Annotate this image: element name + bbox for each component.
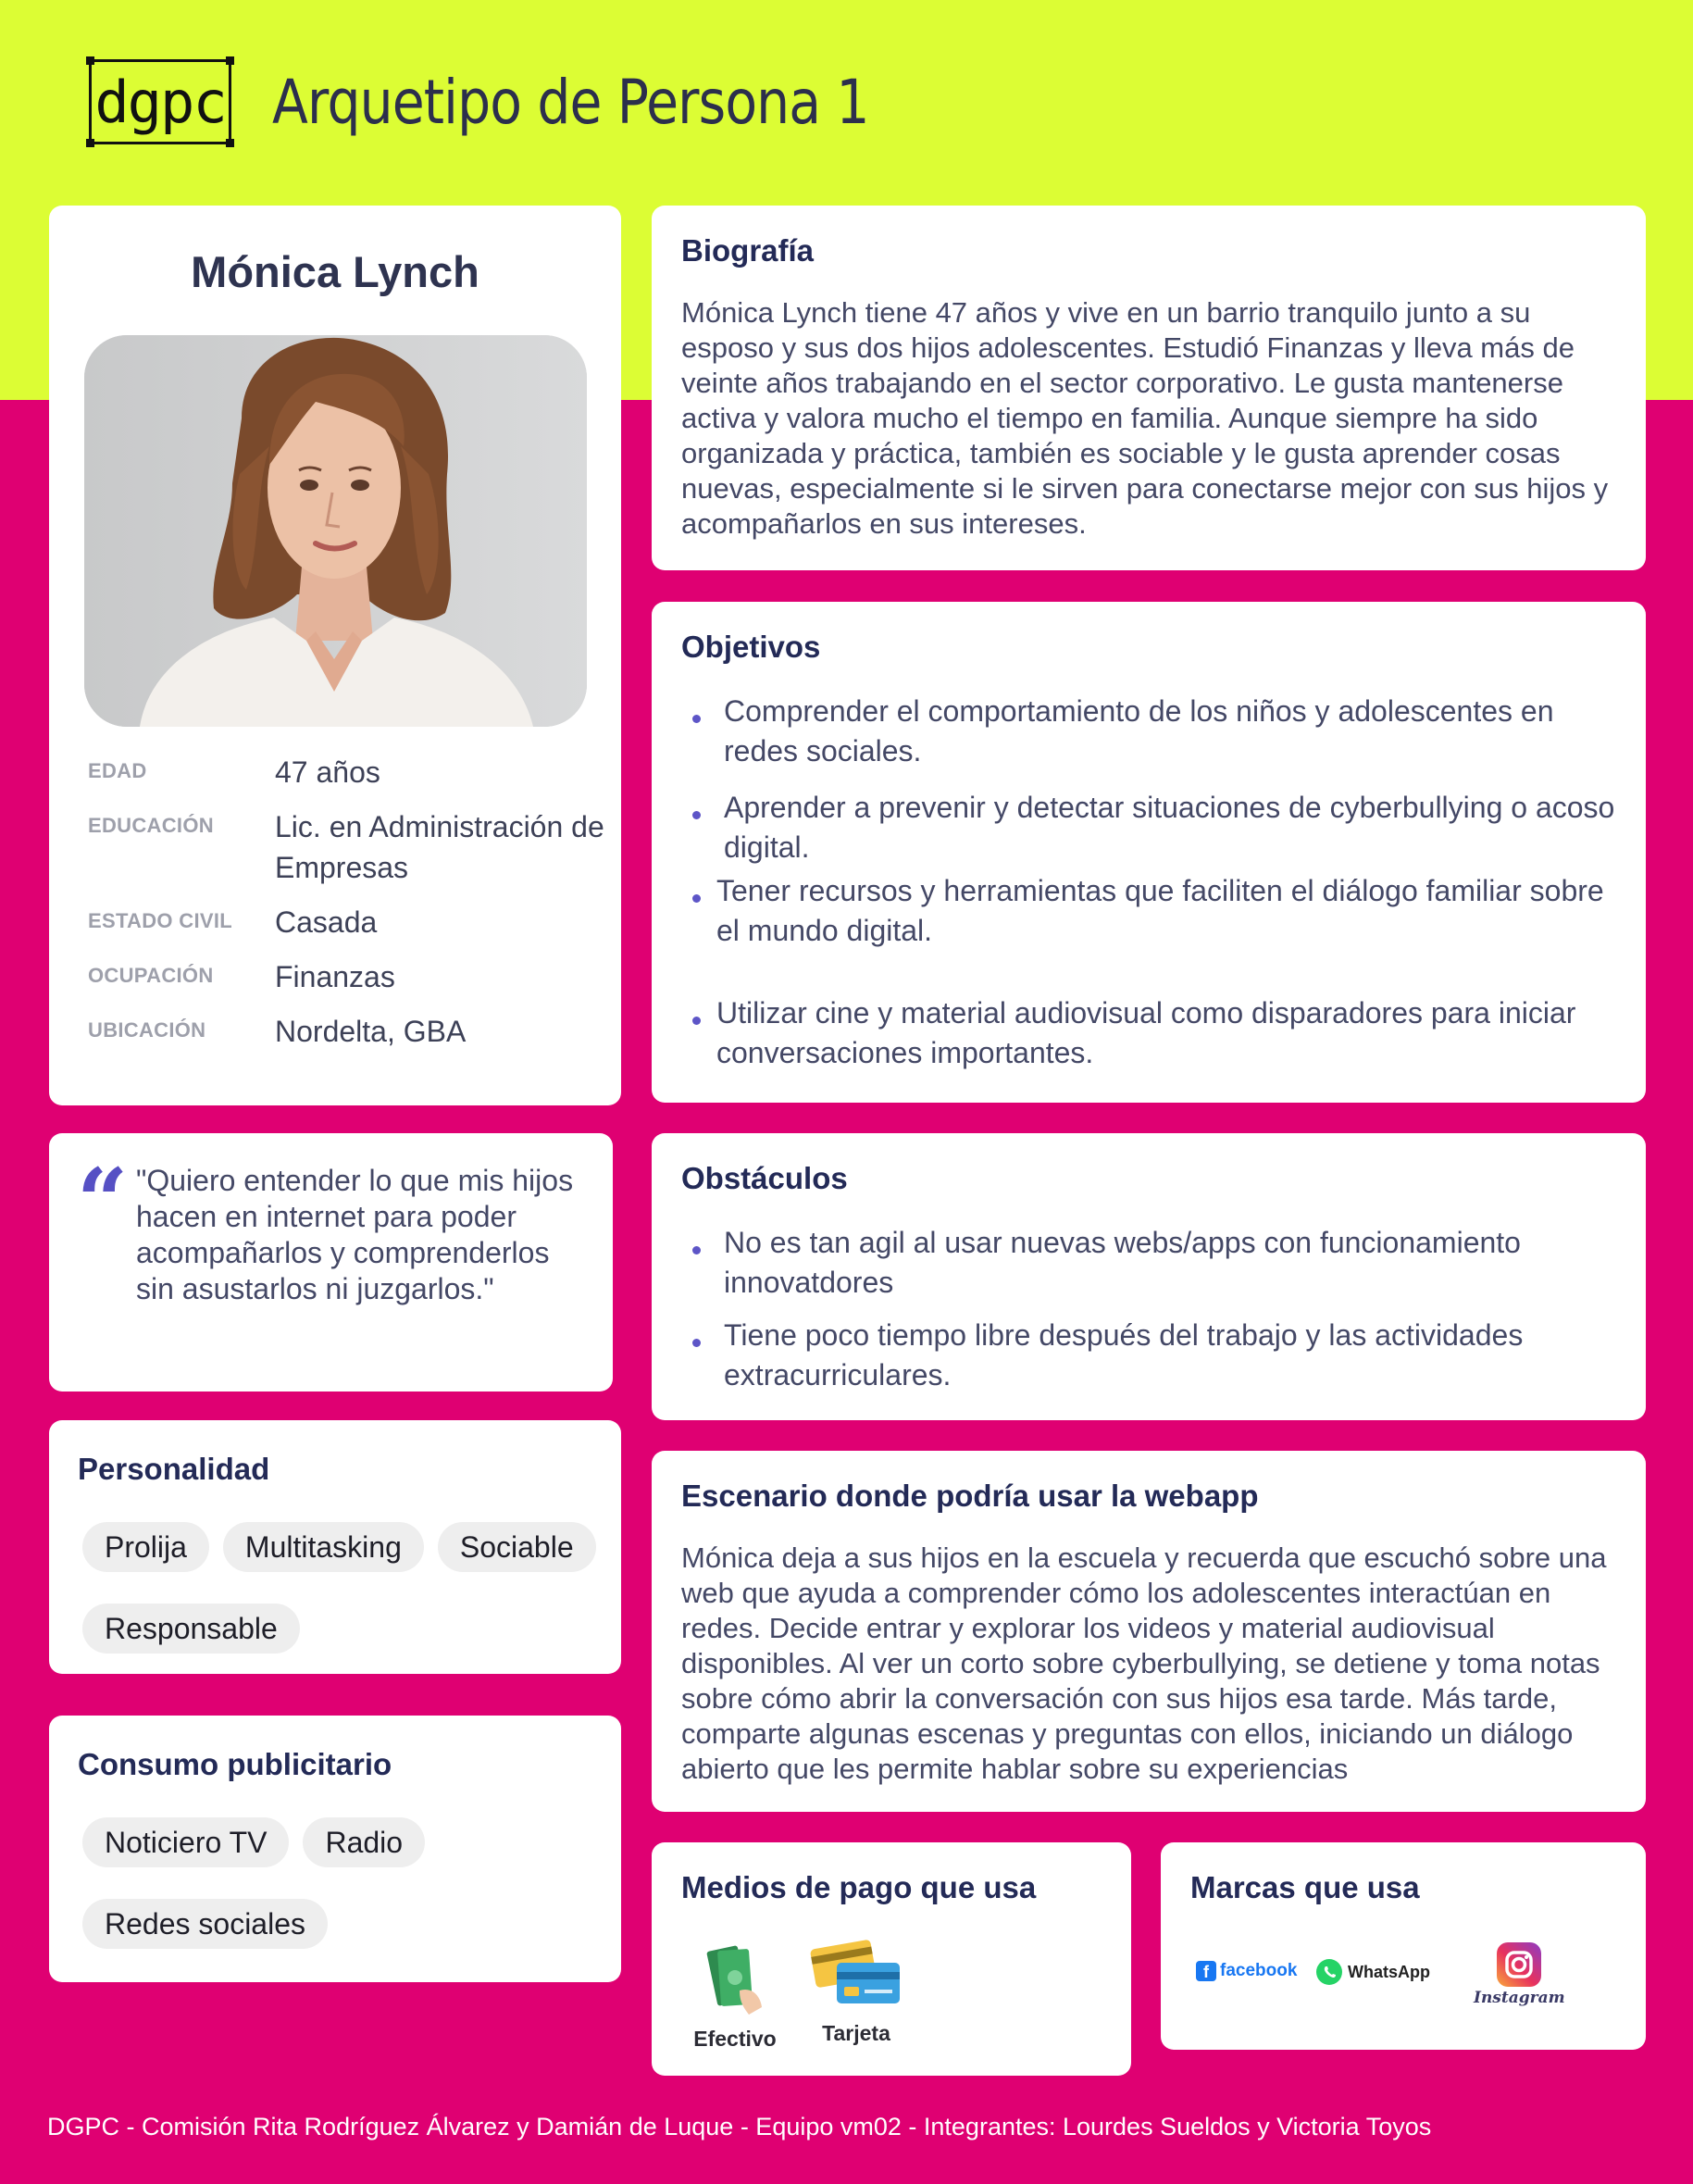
credit-card-icon <box>805 1937 907 2011</box>
personality-tags <box>82 1522 601 1654</box>
scenario-text: Mónica deja a sus hijos en la escuela y recuerda que escuchó sobre una web que ayuda a comprender cómo los adolescentes interactúan en redes. Decide entrar y explorar los videos y material audiovisual disponibles. Al ver un corto sobre cyberbullying, se detiene y toma notas sobre cómo abrir la conversación con sus hijos esa tarde. Más tarde, comparte algunas escenas y preguntas con ellos, iniciando un diálogo abierto que les permite hablar sobre su experiencias <box>681 1541 1607 1785</box>
logo-text: dgpc <box>94 68 226 136</box>
biography-text: Mónica Lynch tiene 47 años y vive en un barrio tranquilo junto a su esposo y sus dos hijos adolescentes. Estudió Finanzas y lleva más de veinte años trabajando en el sector corporativo. Le gusta mantenerse activa y valora mucho el tiempo en familia. Aunque siempre ha sido organizada y práctica, también es sociable y le gusta aprender cosas nuevas, especialmente si le sirven para conectarse mejor con sus hijos y acompañarlos en sus intereses. <box>681 296 1609 540</box>
brand-facebook <box>1196 1961 1297 1981</box>
brands-title: Marcas que usa <box>1190 1870 1420 1904</box>
brand-label: WhatsApp <box>1348 1962 1430 1981</box>
facebook-icon: f <box>1196 1961 1216 1981</box>
personality-tag: Prolija <box>82 1522 209 1572</box>
goal-item: Utilizar cine y material audiovisual como disparadores para iniciar conversaciones importantes. <box>689 993 1624 1073</box>
info-row-occupation <box>88 956 606 997</box>
info-row-education <box>88 806 606 888</box>
quote-icon: “ <box>77 1149 129 1254</box>
profile-card <box>49 206 621 1105</box>
instagram-icon <box>1497 1942 1541 1987</box>
advertising-title: Consumo publicitario <box>78 1747 392 1781</box>
persona-photo <box>84 335 587 727</box>
advertising-card <box>49 1716 621 1982</box>
info-value: 47 años <box>275 755 380 789</box>
personality-title: Personalidad <box>78 1452 270 1486</box>
footer-text: DGPC - Comisión Rita Rodríguez Álvarez y Damián de Luque - Equipo vm02 - Integrantes: Lourdes Sueldos y Victoria Toyos <box>47 2113 1432 2140</box>
info-value: Finanzas <box>275 960 395 993</box>
persona-info-list <box>88 752 606 1066</box>
obstacles-card <box>652 1133 1646 1420</box>
payment-title: Medios de pago que usa <box>681 1870 1037 1904</box>
obstacle-item: Tiene poco tiempo libre después del trabajo y las actividades extracurriculares. <box>689 1316 1624 1395</box>
payment-cash <box>689 1942 781 2052</box>
quote-text: "Quiero entender lo que mis hijos hacen en internet para poder acompañarlos y comprenderlos sin asustarlos ni juzgarlos." <box>136 1164 574 1305</box>
cash-icon <box>703 1942 767 2016</box>
brands-card <box>1161 1842 1646 2050</box>
advertising-tag: Redes sociales <box>82 1899 328 1949</box>
advertising-tag: Radio <box>303 1817 425 1867</box>
advertising-tags <box>82 1817 601 1949</box>
scenario-card <box>652 1451 1646 1812</box>
info-value: Casada <box>275 905 378 939</box>
goal-item: Comprender el comportamiento de los niños y adolescentes en redes sociales. <box>689 692 1624 771</box>
goal-item: Aprender a prevenir y detectar situaciones de cyberbullying o acoso digital. <box>689 788 1624 867</box>
obstacles-title: Obstáculos <box>681 1161 848 1195</box>
info-label: EDAD <box>88 759 147 782</box>
brand-instagram <box>1474 1942 1565 2007</box>
info-row-location <box>88 1011 606 1052</box>
info-label: OCUPACIÓN <box>88 964 214 987</box>
quote-card <box>49 1133 613 1392</box>
goals-list <box>689 692 1624 1073</box>
personality-tag: Multitasking <box>223 1522 424 1572</box>
brand-label: Instagram <box>1474 1989 1565 2007</box>
whatsapp-icon <box>1316 1959 1342 1985</box>
goals-title: Objetivos <box>681 630 821 664</box>
personality-tag: Responsable <box>82 1604 300 1654</box>
persona-portrait-illustration <box>84 335 587 727</box>
info-label: EDUCACIÓN <box>88 814 214 837</box>
page-header <box>89 56 966 148</box>
info-label: ESTADO CIVIL <box>88 909 232 932</box>
goal-item: Tener recursos y herramientas que faciliten el diálogo familiar sobre el mundo digital. <box>689 871 1624 951</box>
info-value: Lic. en Administración de Empresas <box>275 810 604 884</box>
info-label: UBICACIÓN <box>88 1018 206 1042</box>
info-value: Nordelta, GBA <box>275 1015 467 1048</box>
payment-card <box>652 1842 1131 2076</box>
payment-label: Efectivo <box>693 2027 777 2051</box>
biography-card <box>652 206 1646 570</box>
brand-whatsapp <box>1316 1959 1430 1985</box>
scenario-title: Escenario donde podría usar la webapp <box>681 1479 1259 1513</box>
brand-label: facebook <box>1220 1961 1298 1980</box>
goals-card <box>652 602 1646 1103</box>
obstacle-item: No es tan agil al usar nuevas webs/apps con funcionamiento innovatdores <box>689 1223 1624 1303</box>
biography-title: Biografía <box>681 233 815 268</box>
dgpc-logo <box>89 59 231 144</box>
personality-card <box>49 1420 621 1674</box>
advertising-tag: Noticiero TV <box>82 1817 289 1867</box>
payment-label: Tarjeta <box>822 2021 890 2045</box>
persona-name: Mónica Lynch <box>191 247 479 296</box>
info-row-marital-status <box>88 902 606 942</box>
payment-card-item <box>805 1937 907 2046</box>
personality-tag: Sociable <box>438 1522 596 1572</box>
page-title: Arquetipo de Persona 1 <box>272 66 869 138</box>
obstacles-list <box>689 1223 1624 1395</box>
info-row-age <box>88 752 606 792</box>
